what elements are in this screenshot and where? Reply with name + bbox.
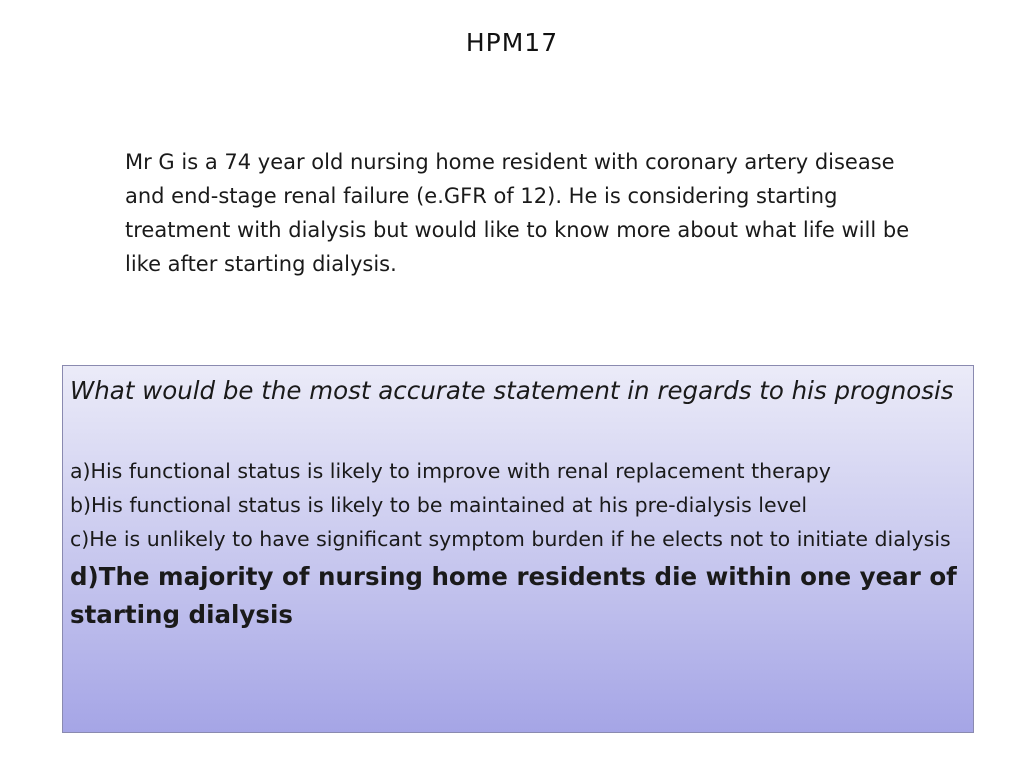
- option-c: c)He is unlikely to have significant symptom burden if he elects not to initiate dialysis: [70, 527, 951, 551]
- answer-options: [70, 454, 965, 634]
- option-b: b)His functional status is likely to be maintained at his pre-dialysis level: [70, 493, 808, 517]
- option-d-answer: d)The majority of nursing home residents die within one year of starting dialysis: [70, 562, 957, 629]
- question-box: [62, 365, 974, 733]
- case-description: [125, 145, 915, 281]
- question-text: What would be the most accurate statement in regards to his prognosis: [70, 376, 954, 405]
- case-text: Mr G is a 74 year old nursing home resident with coronary artery disease and end-stage renal failure (e.GFR of 12). He is considering starting treatment with dialysis but would like to know more about what life will be like after starting dialysis.: [125, 150, 910, 276]
- option-a: a)His functional status is likely to improve with renal replacement therapy: [70, 459, 831, 483]
- slide-title: HPM17: [465, 28, 559, 57]
